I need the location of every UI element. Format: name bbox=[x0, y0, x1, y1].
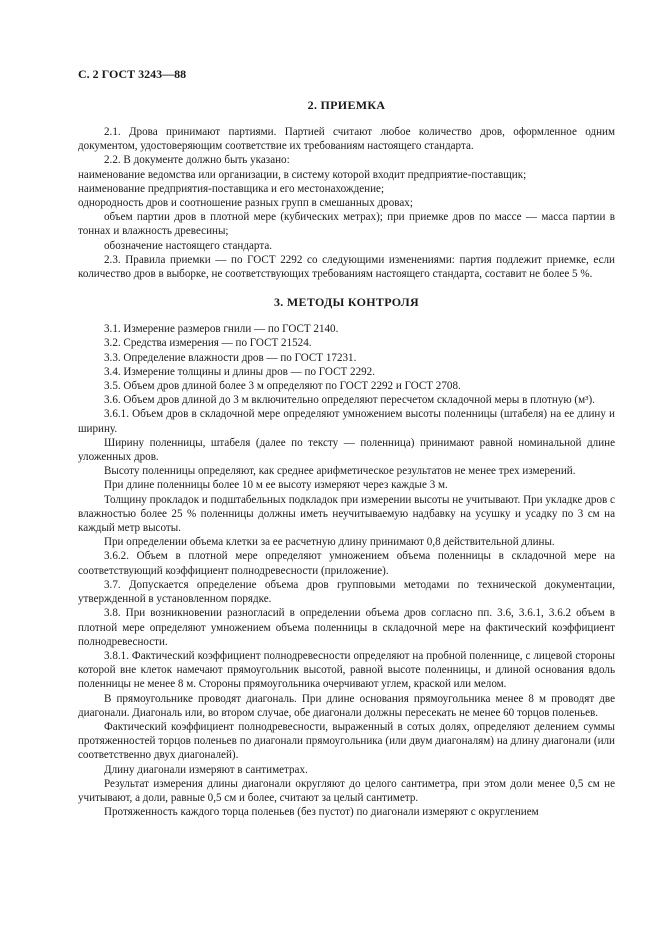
paragraph-3-6-2: 3.6.2. Объем в плотной мере определяют умножением объема поленницы в складочной мере на соответствующий коэффициент полнодревесности (приложение). bbox=[78, 550, 615, 577]
paragraph-2-3: 2.3. Правила приемки — по ГОСТ 2292 со следующими изменениями: партия подлежит приемке, если количество дров в выборке, не соответствующих требованиям настоящего стандарта, составит не более 5 %. bbox=[78, 253, 615, 281]
paragraph-height: Высоту поленницы определяют, как среднее арифметическое результатов не менее трех измерений. bbox=[104, 465, 576, 478]
list-item-ministry: наименование ведомства или организации, в систему которой входит предприятие-поставщик; bbox=[78, 168, 527, 181]
paragraph-diagonal: В прямоугольнике проводят диагональ. При длине основания прямоугольника менее 8 м проводят две диагонали. Диагональ или, во втором случае, обе диагонали должны пересекать не менее 60 торцов поленьев. bbox=[78, 692, 615, 719]
paragraph-diagonal-length: Длину диагонали измеряют в сантиметрах. bbox=[104, 763, 308, 776]
section-3-title: 3. МЕТОДЫ КОНТРОЛЯ bbox=[273, 295, 420, 310]
list-item-supplier: наименование предприятия-поставщика и его местонахождение; bbox=[78, 182, 385, 195]
section-2-title: 2. ПРИЕМКА bbox=[307, 98, 386, 112]
paragraph-2-2: 2.2. В документе должно быть указано: bbox=[104, 154, 290, 167]
paragraph-length: При длине поленницы более 10 м ее высоту измеряют через каждые 3 м. bbox=[104, 479, 448, 492]
page-header: С. 2 ГОСТ 3243—88 bbox=[78, 67, 187, 81]
paragraph-3-8-1: 3.8.1. Фактический коэффициент полнодревесности определяют на пробной поленнице, с лицевой стороны которой вне клеток намечают прямоугольник высотой, равной высоте поленницы, и длиной основания вдоль поленницы не менее 8 м. Стороны прямоугольника очерчивают углем, краской или мелом. bbox=[78, 649, 615, 691]
paragraph-shrinkage: Толщину прокладок и подштабельных подкладок при измерении высоты не учитывают. При укладке дров с влажностью более 25 % поленницы должны иметь неучитываемую надбавку на усушку и усадку по 3 см на каждый метр высоты. bbox=[78, 493, 615, 535]
list-item-standard: обозначение настоящего стандарта. bbox=[104, 239, 273, 252]
paragraph-3-2: 3.2. Средства измерения — по ГОСТ 21524. bbox=[104, 337, 312, 350]
paragraph-rounding: Результат измерения длины диагонали округляют до целого сантиметра, при этом доли менее 0,5 см не учитывают, а доли, равные 0,5 см и более, считают за целый сантиметр. bbox=[78, 777, 615, 804]
paragraph-3-3: 3.3. Определение влажности дров — по ГОСТ 17231. bbox=[104, 351, 357, 364]
paragraph-width: Ширину поленницы, штабеля (далее по тексту — поленница) принимают равной номинальной длине уложенных дров. bbox=[78, 436, 615, 464]
paragraph-3-6-1: 3.6.1. Объем дров в складочной мере определяют умножением высоты поленницы (штабеля) на ее длину и ширину. bbox=[78, 408, 615, 435]
document-page bbox=[78, 66, 615, 819]
paragraph-3-4: 3.4. Измерение толщины и длины дров — по ГОСТ 2292. bbox=[104, 365, 375, 378]
paragraph-3-1: 3.1. Измерение размеров гнили — по ГОСТ 2140. bbox=[104, 323, 339, 336]
list-item-volume: объем партии дров в плотной мере (кубических метрах); при приемке дров по массе — масса партии в тоннах и влажность древесины; bbox=[78, 211, 615, 238]
paragraph-end-extent: Протяженность каждого торца поленьев (без пустот) по диагонали измеряют с округлением bbox=[104, 806, 539, 819]
paragraph-3-5: 3.5. Объем дров длиной более 3 м определяют по ГОСТ 2292 и ГОСТ 2708. bbox=[104, 380, 461, 393]
paragraph-2-1: 2.1. Дрова принимают партиями. Партией считают любое количество дров, оформленное одним документом, удостоверяющим соответствие их требованиям настоящего стандарта. bbox=[78, 126, 615, 153]
list-item-homogeneity: однородность дров и соотношение разных групп в смешанных дровах; bbox=[78, 197, 413, 210]
paragraph-coefficient: Фактический коэффициент полнодревесности, выраженный в сотых долях, определяют делением суммы протяженностей торцов поленьев по диагонали прямоугольника (или двум диагоналям) на длину диагонали (или соответственно двух диагоналей). bbox=[78, 720, 615, 762]
paragraph-3-7: 3.7. Допускается определение объема дров групповыми методами по технической документации, утвержденной в установленном порядке. bbox=[78, 578, 615, 606]
paragraph-3-6: 3.6. Объем дров длиной до 3 м включительно определяют пересчетом складочной меры в плотную (м³). bbox=[104, 394, 595, 407]
paragraph-cell: При определении объема клетки за ее расчетную длину принимают 0,8 действительной длины. bbox=[104, 536, 555, 549]
paragraph-3-8: 3.8. При возникновении разногласий в определении объема дров согласно пп. 3.6, 3.6.1, 3.6.2 объем в плотной мере определяют умножением объема поленницы в складочной мере на фактический коэффициент полнодревесности. bbox=[78, 607, 615, 648]
